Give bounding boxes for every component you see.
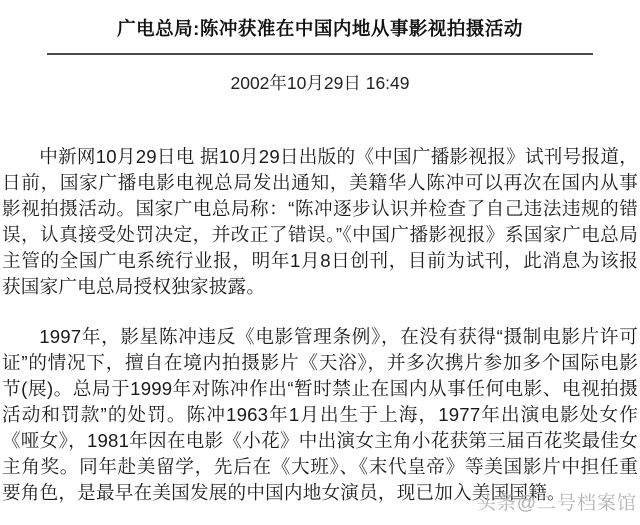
article-body bbox=[0, 144, 640, 506]
title-divider bbox=[47, 53, 593, 55]
article-title: 广电总局:陈冲获准在中国内地从事影视拍摄活动 bbox=[117, 18, 523, 39]
article-paragraph-1: 中新网10月29日电 据10月29日出版的《中国广播影视报》试刊号报道，日前，国家广播电影电视总局发出通知，美籍华人陈冲可以再次在国内从事影视拍摄活动。国家广电总局称：“陈冲逐步认识并检查了自己违法违规的错误，认真接受处罚决定，并改正了错误。”《中国广播影视报》系国家广电总局主管的全国广电系统行业报，明年1月8日创刊，目前为试刊，此消息为该报获国家广电总局授权独家披露。 bbox=[2, 146, 638, 297]
publish-datetime: 2002年10月29日 16:49 bbox=[230, 73, 410, 93]
watermark-text: 头条@二号档案馆 bbox=[476, 493, 637, 514]
article-paragraph-2: 1997年，影星陈冲违反《电影管理条例》，在没有获得“摄制电影片许可证”的情况下，擅自在境内拍摄影片《天浴》，并多次携片参加多个国际电影节(展)。总局于1999年对陈冲作出“暂时禁止在国内从事任何电影、电视拍摄活动和罚款”的处罚。陈冲1963年1月出生于上海，1977年出演电影处女作《哑女》，1981年因在电影《小花》中出演女主角小花获第三届百花奖最佳女主角奖。同年赴美留学，先后在《大班》、《末代皇帝》等美国影片中担任重要角色，是最早在美国发展的中国内地女演员，现已加入美国国籍。 bbox=[2, 326, 638, 503]
